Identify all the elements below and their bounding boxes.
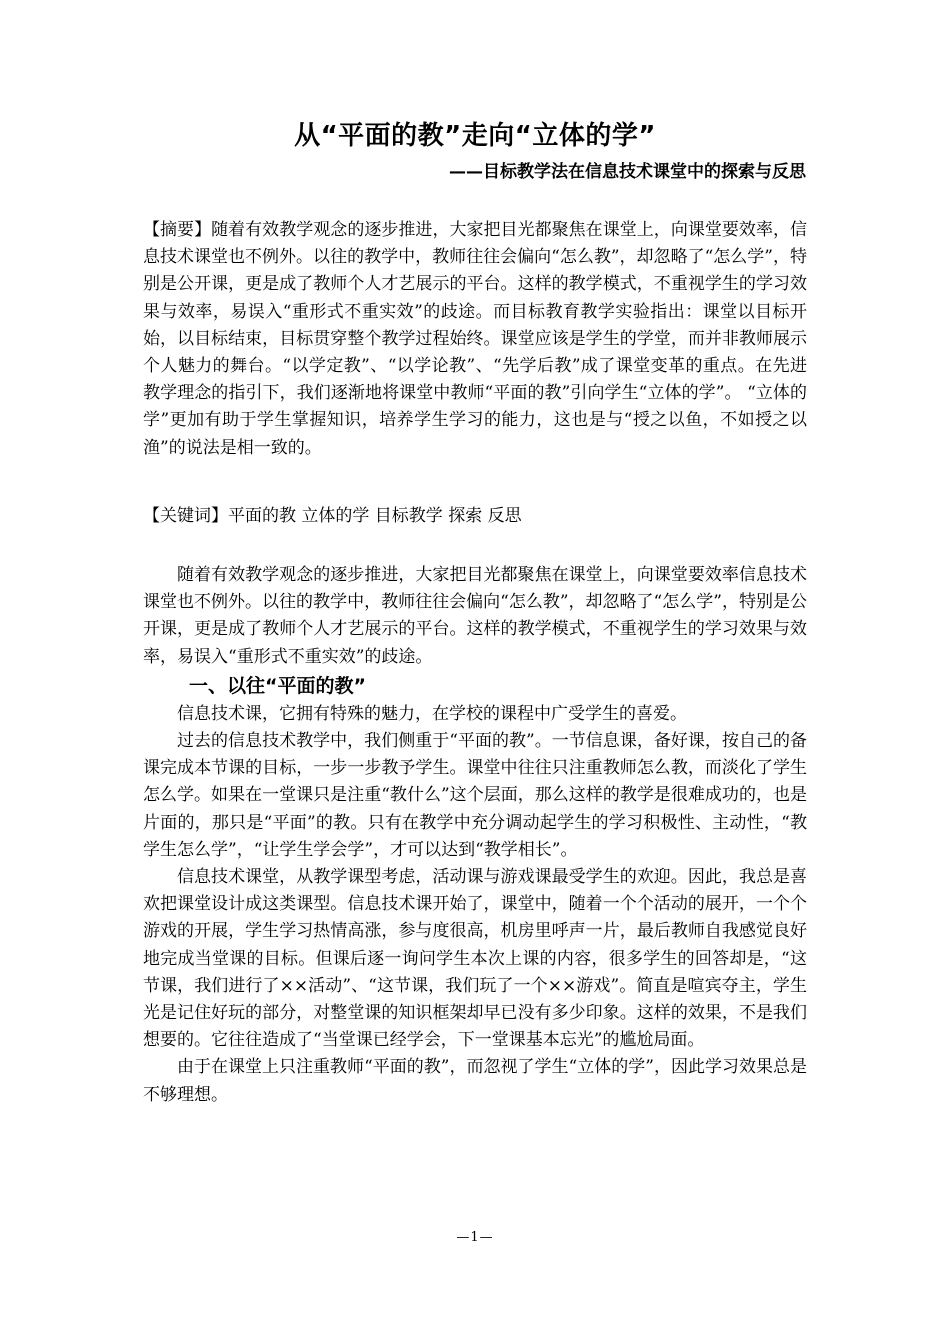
abstract-paragraph: 【摘要】随着有效教学观念的逐步推进，大家把目光都聚焦在课堂上，向课堂要效率，信息技术课堂也不例外。以往的教学中，教师往往会偏向“怎么教”，却忽略了“怎么学”，特别是公开课，更是成了教师个人才艺展示的平台。这样的教学模式，不重视学生的学习效果与效率，易误入“重形式不重实效”的歧途。而目标教育教学实验指出：课堂以目标开始，以目标结束，目标贯穿整个教学过程始终。课堂应该是学生的学堂，而并非教师展示个人魅力的舞台。“以学定教”、“以学论教”、“先学后教”成了课堂变革的重点。在先进教学理念的指引下，我们逐渐地将课堂中教师“平面的教”引向学生“立体的学”。 “立体的学”更加有助于学生掌握知识，培养学生学习的能力，这也是与“授之以鱼，不如授之以渔”的说法是相一致的。 [143, 220, 807, 458]
body-text [143, 562, 807, 1109]
intro-paragraph: 随着有效教学观念的逐步推进，大家把目光都聚焦在课堂上，向课堂要效率信息技术课堂也不例外。以往的教学中，教师往往会偏向“怎么教”，却忽略了“怎么学”，特别是公开课，更是成了教师个人才艺展示的平台。这样的教学模式，不重视学生的学习效果与效率，易误入“重形式不重实效”的歧途。 [143, 565, 807, 667]
section-heading: 一、以往“平面的教” [189, 674, 366, 697]
page-number: —1— [456, 1230, 494, 1245]
keywords-line: 【关键词】平面的教 立体的学 目标教学 探索 反思 [143, 506, 522, 526]
document-subtitle: ——目标教学法在信息技术课堂中的探索与反思 [449, 162, 806, 182]
document-title: 从“平面的教”走向“立体的学” [294, 121, 656, 151]
body-paragraph: 过去的信息技术教学中，我们侧重于“平面的教”。一节信息课，备好课，按自己的备课完成本节课的目标，一步一步教予学生。课堂中往往只注重教师怎么教，而淡化了学生怎么学。如果在一堂课只是注重“教什么”这个层面，那么这样的教学是很难成功的，也是片面的，那只是“平面”的教。只有在教学中充分调动起学生的学习积极性、主动性，“教学生怎么学”，“让学生学会学”，才可以达到“教学相长”。 [143, 731, 807, 860]
body-paragraph: 由于在课堂上只注重教师“平面的教”，而忽视了学生“立体的学”，因此学习效果总是不够理想。 [143, 1057, 807, 1105]
body-paragraph: 信息技术课堂，从教学课型考虑，活动课与游戏课最受学生的欢迎。因此，我总是喜欢把课堂设计成这类课型。信息技术课开始了，课堂中，随着一个个活动的展开，一个个游戏的开展，学生学习热情高涨，参与度很高，机房里呼声一片，最后教师自我感觉良好地完成当堂课的目标。但课后逐一询问学生本次上课的内容，很多学生的回答却是，“这节课，我们进行了××活动”、“这节课，我们玩了一个××游戏”。简直是喧宾夺主，学生光是记住好玩的部分，对整堂课的知识框架却早已没有多少印象。这样的效果，不是我们想要的。它往往造成了“当堂课已经学会，下一堂课基本忘光”的尴尬局面。 [143, 867, 807, 1051]
body-paragraph: 信息技术课，它拥有特殊的魅力，在学校的课程中广受学生的喜爱。 [177, 703, 687, 724]
